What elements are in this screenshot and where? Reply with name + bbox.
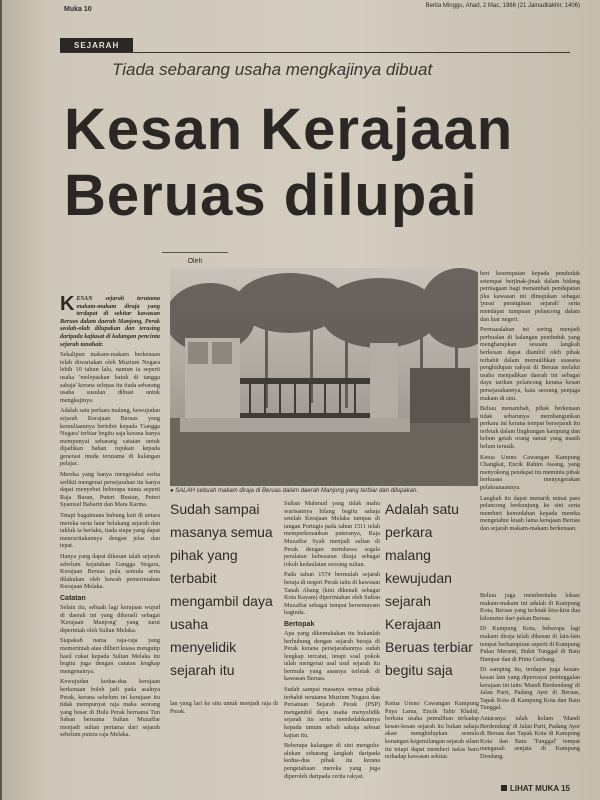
paragraph: Permasalahan ini sering menjadi perbualan di kalangan penduduk yang mengharapkan sesuatu langkah berkesan dapat diambil oleh pihak terbabit dalam memulihkan suasana penghidupan rakyat di Beruas melalui usaha menjadikan daerah ini sebagai daya tarikan pelancong kerana kesan persejarahannya, kata seorang penjaga makam di sini. [480,326,580,402]
paragraph: Kewujudan kedua-dua kerajaan berkenaan boleh jadi pada asalnya Perak, kerana sebelum ini kerajaan itu tidak mempunyai raja maka seorang yang besar di Hulu Perak bernama Tun Saban bersama Sultan Muzaffar menjadi sultan pertama dari sejarah sebelum putera raja Melaka. [60,678,160,739]
headline-line-2: Beruas dilupai [64,163,478,228]
paragraph: Ketua Umno Cawangan Kampung Changkat, Encik Rahim Awang, yang menyokong pendapat itu meminta pihak berkuasa menyegerakan pelaksanaannya. [480,453,580,492]
paragraph: beri kesempatan kepada penduduk setempat berjinak-jinak dalam bidang perniagaan bagi menambah pendapatan jika kawasan ini dimajukan sebagai 'pusat peranginan sejarah' serta mendapat tumpuan pelancong dalam dan luar negeri. [480,270,580,323]
continued-link[interactable] [501,784,570,793]
photo-caption: ● SALAH sebuah makam diraja di Beruas dalam daerah Manjong yang terbiar dan dilupakan. [170,488,419,494]
paragraph: Sudah sampai masanya semua pihak terbabit terutama Muzium Negara dan Persatuan Sejarah Perak (PSP) mengambil daya usaha menyelidik sejarah itu serta mendedahkannya kepada umum sebab sahaja selesai kajian itu. [284,686,380,739]
paragraph: Siapakah nama raja-raja yang memerintah atau dilhert kuasa mengutip hasil cukai kepada Sultan Melaka ini begitu juga dengan catatan lengkap mengenainya. [60,637,160,675]
publication-date: Berita Minggu, Ahad, 2 Mac, 1986 (21 Jamadilakhir, 1406) [425,3,580,9]
paragraph: Di samping itu, terdapat juga kesan-kesan lain yang dipercayai peninggalan kerajaan ini iaitu 'Mandi Berdendang' di Jalan Parit, Padang Ayer di Beruas, Tapak Kota di Kampung Kota dan Batu Tunggal. [480,666,580,712]
subhead-catatan: Catatan [60,594,86,602]
section-label: SEJARAH [60,38,133,53]
royal-tomb-photo [170,268,478,486]
tomb-illustration [170,268,478,486]
paragraph: Beberapa kalangan di sini mengulu-alukan sebarang langkah daripada kedua-dua pihak itu kerana pengetahuan mereka yang juga diperoleh daripada cerita rakyat. [284,742,380,780]
article-column-6 [480,592,580,780]
article-column-4 [385,700,479,795]
subhead-bertopak: Bertopak [284,620,315,628]
paragraph: Tetapi bagaimana hubung kait di antara mereka serta latar belakang sejarah dan takluk ia berlaku, tiada siapa yang dapat menceritakannya dengan jelas dan tepat. [60,512,160,550]
paragraph: Apa yang dikemukakan itu bukanlah berhubung dengan sejarah beraja di Perak kerana persejarahannya sudah lengkap tercatat, tetapi soal pokok ialah mengenai asal usul sejarah itu bermula yang asasnya terletak di kawasan Beruas. [284,629,380,683]
paragraph: Beliau menambah, pihak berkenaan tidak sebarunya membangunkan perkara ini kerana tempat bersejarah itu terletak dalam lingkungan kampung dan kebun getah orang ramai yang masih belum terusik. [480,405,580,451]
continued-label: LIHAT MUKA 15 [510,784,570,793]
page-number: Muka 10 [64,6,92,13]
paragraph: Ketua Umno Cawangan Kampung Paya Lama, Encik Tahir Khalid, berkata usaha pemulihan terhadap kesan-kesan sejarah itu bukan sahaja akan menghidupkan semula kenangan kegemilangan sejarah silam itu tetapi dapat memberi nafas baru terhadap kawasan sekitar. [385,700,479,761]
dropcap: K [60,295,75,315]
article-column-2 [170,700,278,795]
paragraph: Sekalipun makam-makam berkenaan telah diwartakan oleh Muzium Negara lebih 10 tahun lalu, namun ia seperti usaha 'melepaskan batuk di tangga sahaja' kerana selepas itu tiada sebarang usaha susulan dibuat untuk mengkajinya. [60,351,160,404]
paragraph: Adalah satu perkara malang, kewujudan sejarah Kerajaan Beruas yang kemuliaannya bertubir kepada 'Gangga Negara' terbiar begitu saja kerana hanya mempunyai sebarang catatan untuk dijadikan bahan rujukan kepada generasi muda terutama di kalangan pelajar. [60,407,160,468]
paragraph: Hanya yang dapat dikesan ialah sejarah sebelum kejatuhan Gangga Negara, Kerajaan Beruas pula semula serta dilakukan oleh bawah pemerintahan Kerajaan Melaka. [60,553,160,591]
paragraph: Pada tahun 1574 bermulah sejarah beraja di negeri Perak iaitu di kawasan Tanah Abang (kini dikenali sebagai Kota Kayam) diperintahan oleh Sultan Muzaffar sebagai tempat bersemayam baginda. [284,571,380,617]
paragraph: Selain itu, sebuah lagi kerajaan wujud di daerah ini yang dikenali sebagai 'Kerajaan Manjong' yang turut diperintah oleh Sultan Melaka. [60,603,160,634]
paragraph: Beliau juga memberitahu lokasi makam-makam ini adalah di Kampung Kota, Beruas yang terletak kira-kira dua kilometer dari pekan Beruas. [480,592,580,622]
paragraph: Langkah itu dapat menarik minat para pelancong berkunjung ke sini serta memberi kemudahan kepada mereka mengetahui kisah lama kerajaan Beruas dan sejarah makam-makam berkenaan. [480,494,580,532]
headline-line-1: Kesan Kerajaan [64,97,514,162]
paragraph: Di Kampung Kota, beberapa lagi makam diraja telah dikesan di lain-lain tempat berhampiran seperti di Kampung Pulau Meranti, Bukit Tunggal di Batu Hampar dan di Pintu Gerbang. [480,625,580,663]
pullquote-right: Adalah satu perkara malang kewujudan sejarah Kerajaan Beruas terbiar begitu saja [385,501,473,678]
lead-paragraph: ESAN sejarah terutama makam-makam diraja yang terdapat di sekitar kawasan Beruas dalam daerah Manjong, Perak seolah-olah dilupakan dan terasing daripada kajiasat di kalangan pencinta sejarah tanahair. [60,295,160,348]
article-column-1 [60,295,160,773]
paragraph: Sultan Mahmud yang tidak mahu warisannya hilang begitu sahaja setelah Kerajaan Melaka tumpas di tangan Portugis pada tahun 1511 telah memperkenankan puteranya, Raja Muzaffar Syah menjadi sultan di Perak dengan membawa segala peralatan kebesaran diraja sebagai tokoh kedaulatan seorang sultan. [284,500,380,568]
square-bullet-icon [501,785,507,791]
paragraph: Mereka yang hanya mengetahui serba sedikit mengenai persejarahan itu hanya dapat menyebut beberapa nama seperti Raja Buran, Puteri Bustan, Puteri Syamsul Baharin dan Mara Karma. [60,471,160,509]
header-rule [60,52,570,53]
article-column-3 [284,500,380,790]
kicker-headline: Tiada sebarang usaha mengkajinya dibuat [112,60,433,79]
article-column-5 [480,270,580,590]
paragraph: lan yang lari ke situ untuk menjadi raja di Perak. [170,700,278,715]
newspaper-page [2,0,600,800]
byline-prefix: Oleh [187,258,203,265]
paragraph: Antaranya ialah kolam 'Mandi Berdendang' di Jalan Parit, Padang Ayer di Beruas dan Tapak Kota di Kampung Kota dan Batu 'Tunggal' tempat mengasah senjata di Kampung Dendang. [480,714,580,760]
pullquote-left: Sudah sampai masanya semua pihak yang terbabit mengambil daya usaha menyelidik sejarah itu [170,501,273,678]
